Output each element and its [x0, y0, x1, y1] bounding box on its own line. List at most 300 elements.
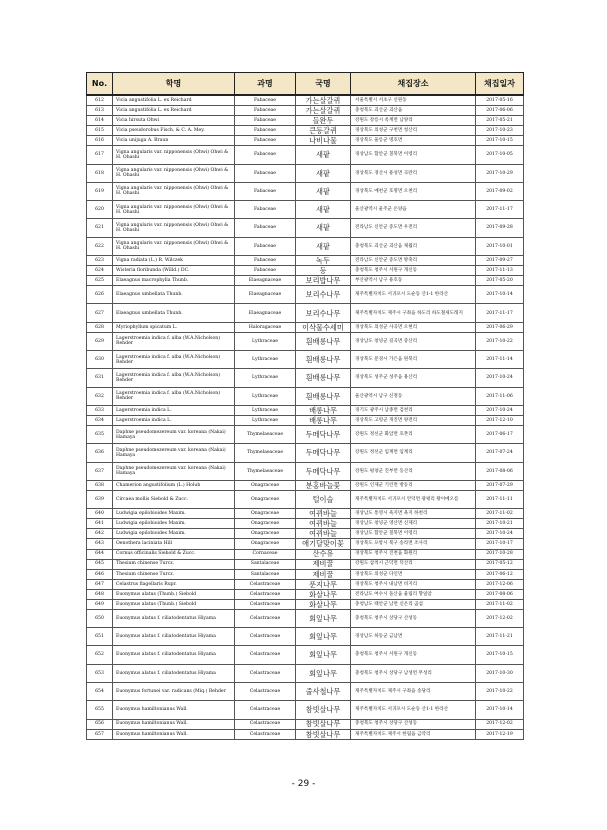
row-number: 641: [87, 519, 113, 529]
row-number: 637: [87, 462, 113, 480]
scientific-name: Vigna angularis var. nipponensis (Ohwi) Ohwi & H. Ohashi: [113, 146, 235, 164]
table-row: [87, 549, 524, 559]
scientific-name: Euonymus alatus f. ciliatodentatus Hiyama: [113, 609, 235, 627]
korean-name: 회잎나무: [296, 609, 351, 627]
family-name: Thymelaeaceae: [235, 444, 296, 462]
scientific-name: Vigna angularis var. nipponensis (Ohwi) Ohwi & H. Ohashi: [113, 219, 235, 237]
row-number: 633: [87, 405, 113, 415]
collection-site: 전라남도 여수시 돌산읍 율림리 향일암: [351, 589, 476, 599]
scientific-name: Lagerstroemia indica f. alba (W.A.Nicholson) Rehder: [113, 351, 235, 369]
korean-name: 회잎나무: [296, 664, 351, 682]
korean-name: 새팥: [296, 219, 351, 237]
family-name: Fabaceae: [235, 219, 296, 237]
collection-site: 경기도 광주시 남종면 검천리: [351, 405, 476, 415]
scientific-name: Oenothera laciniata Hill: [113, 539, 235, 549]
family-name: Elaeagnaceae: [235, 304, 296, 322]
table-row: [87, 126, 524, 136]
family-name: Santalaceae: [235, 569, 296, 579]
table-row: [87, 529, 524, 539]
collection-site: 제주특별자치도 서귀포시 안덕면 광평리 왕이메오름: [351, 491, 476, 509]
table-row: [87, 276, 524, 286]
header-korean-name: 국명: [296, 73, 351, 96]
collection-date: 2017-10-14: [476, 701, 524, 719]
table-row: [87, 729, 524, 739]
collection-date: 2017-10-22: [476, 332, 524, 350]
korean-name: 회잎나무: [296, 646, 351, 664]
collection-date: 2017-06-06: [476, 106, 524, 116]
row-number: 622: [87, 237, 113, 255]
scientific-name: Lagerstroemia indica f. alba (W.A.Nicholson) Rehder: [113, 387, 235, 405]
collection-date: 2017-11-13: [476, 266, 524, 276]
family-name: Onagraceae: [235, 480, 296, 490]
collection-date: 2017-11-17: [476, 304, 524, 322]
row-number: 640: [87, 509, 113, 519]
scientific-name: Vicia pseudorobus Fisch. & C. A. Mey.: [113, 126, 235, 136]
table-row: [87, 559, 524, 569]
korean-name: 흰배롱나무: [296, 332, 351, 350]
collection-site: 강원도 정선군 임계면 임계리: [351, 444, 476, 462]
table-row: [87, 164, 524, 182]
scientific-name: Euonymus hamiltonianus Wall.: [113, 729, 235, 739]
family-name: Lythraceae: [235, 332, 296, 350]
table-row: [87, 116, 524, 126]
row-number: 618: [87, 164, 113, 182]
collection-site: 충청남도 태안군 남면 신온리 곰섬: [351, 599, 476, 609]
family-name: Fabaceae: [235, 182, 296, 200]
korean-name: 가는살갈퀴: [296, 95, 351, 106]
korean-name: 줄사철나무: [296, 682, 351, 700]
collection-date: 2017-05-12: [476, 559, 524, 569]
collection-site: 경상북도 의성군 구천면 청산리: [351, 126, 476, 136]
family-name: Celastraceae: [235, 682, 296, 700]
row-number: 614: [87, 116, 113, 126]
scientific-name: Euonymus alatus (Thunb.) Siebold: [113, 599, 235, 609]
collection-date: 2017-10-24: [476, 529, 524, 539]
collection-date: 2017-10-24: [476, 369, 524, 387]
collection-date: 2017-06-17: [476, 426, 524, 444]
row-number: 632: [87, 387, 113, 405]
family-name: Celastraceae: [235, 664, 296, 682]
row-number: 631: [87, 369, 113, 387]
korean-name: 흰배롱나무: [296, 351, 351, 369]
korean-name: 흰배롱나무: [296, 387, 351, 405]
row-number: 617: [87, 146, 113, 164]
table-row: [87, 182, 524, 200]
collection-site: 제주특별자치도 서귀포시 도순동 산1-1 한라산: [351, 286, 476, 304]
header-no: No.: [87, 73, 113, 96]
row-number: 615: [87, 126, 113, 136]
family-name: Fabaceae: [235, 116, 296, 126]
collection-site: 서울특별시 서초구 신원동: [351, 95, 476, 106]
korean-name: 이삭물수세미: [296, 322, 351, 332]
row-number: 652: [87, 646, 113, 664]
scientific-name: Celastrus flagellaris Rupr.: [113, 579, 235, 589]
korean-name: 큰등갈퀴: [296, 126, 351, 136]
collection-date: 2017-09-27: [476, 256, 524, 266]
scientific-name: Euonymus alatus f. ciliatodentatus Hiyama: [113, 664, 235, 682]
family-name: Onagraceae: [235, 509, 296, 519]
family-name: Cornaceae: [235, 549, 296, 559]
table-row: [87, 569, 524, 579]
collection-site: 충청북도 괴산군 괴산읍: [351, 106, 476, 116]
row-number: 629: [87, 332, 113, 350]
collection-site: 전라남도 신안군 증도면 우전리: [351, 219, 476, 237]
collection-site: 경상남도 함안군 칠북면 이령리: [351, 146, 476, 164]
korean-name: 참빗살나무: [296, 719, 351, 729]
collection-date: 2017-12-02: [476, 719, 524, 729]
row-number: 636: [87, 444, 113, 462]
row-number: 620: [87, 201, 113, 219]
scientific-name: Ludwigia epilobioides Maxim.: [113, 519, 235, 529]
collection-date: 2017-12-06: [476, 579, 524, 589]
collection-date: 2017-05-20: [476, 276, 524, 286]
collection-site: 경상북도 의성군 다인면: [351, 569, 476, 579]
scientific-name: Lagerstroemia indica L.: [113, 416, 235, 426]
collection-site: 전라남도 신안군 증도면 방축리: [351, 256, 476, 266]
collection-site: 경상남도 통영시 욕지면 욕지 하천리: [351, 509, 476, 519]
row-number: 655: [87, 701, 113, 719]
scientific-name: Daphne pseudomezereum var. koreana (Nakai) Hamaya: [113, 426, 235, 444]
collection-date: 2017-10-15: [476, 136, 524, 146]
table-row: [87, 256, 524, 266]
table-header-row: [87, 73, 524, 96]
korean-name: 새팥: [296, 146, 351, 164]
collection-site: 경상북도 성주군 성주읍 용산리: [351, 369, 476, 387]
korean-name: 여뀌바늘: [296, 529, 351, 539]
collection-date: 2017-05-21: [476, 116, 524, 126]
scientific-name: Vigna angularis var. nipponensis (Ohwi) Ohwi & H. Ohashi: [113, 237, 235, 255]
collection-site: 제주특별자치도 서귀포시 도순동 산1-1 한라산: [351, 701, 476, 719]
table-row: [87, 682, 524, 700]
collection-site: 충청북도 괴산군 괴산읍 제월리: [351, 237, 476, 255]
collection-date: 2017-07-24: [476, 444, 524, 462]
scientific-name: Cornus officinalis Siebold & Zucc.: [113, 549, 235, 559]
korean-name: 회잎나무: [296, 628, 351, 646]
korean-name: 보리밥나무: [296, 276, 351, 286]
family-name: Lythraceae: [235, 416, 296, 426]
collection-date: 2017-12-19: [476, 729, 524, 739]
collection-site: 강원도 정선군 화암면 호촌리: [351, 426, 476, 444]
scientific-name: Vicia unijuga A. Braun: [113, 136, 235, 146]
collection-date: 2017-10-22: [476, 682, 524, 700]
family-name: Fabaceae: [235, 146, 296, 164]
table-row: [87, 416, 524, 426]
table-row: [87, 480, 524, 490]
scientific-name: Vigna angularis var. nipponensis (Ohwi) Ohwi & H. Ohashi: [113, 201, 235, 219]
row-number: 623: [87, 256, 113, 266]
korean-name: 두메닥나무: [296, 426, 351, 444]
collection-date: 2017-06-29: [476, 322, 524, 332]
scientific-name: Wisteria floribunda (Willd.) DC.: [113, 266, 235, 276]
korean-name: 등: [296, 266, 351, 276]
collection-site: 강원도 인제군 기린면 방동리: [351, 480, 476, 490]
family-name: Onagraceae: [235, 539, 296, 549]
row-number: 616: [87, 136, 113, 146]
scientific-name: Thesium chinense Turcz.: [113, 559, 235, 569]
collection-date: 2017-09-02: [476, 182, 524, 200]
korean-name: 애기달맞이꽃: [296, 539, 351, 549]
collection-site: 경상북도 청주시 내남면 비지리: [351, 579, 476, 589]
korean-name: 두메닥나무: [296, 444, 351, 462]
row-number: 627: [87, 304, 113, 322]
scientific-name: Ludwigia epilobioides Maxim.: [113, 509, 235, 519]
collection-site: 경상북도 울릉군 명호면: [351, 136, 476, 146]
table-row: [87, 664, 524, 682]
collection-site: 제주특별자치도 제주시 한림읍 금악리: [351, 729, 476, 739]
family-name: Lythraceae: [235, 405, 296, 415]
scientific-name: Elaeagnus macrophylla Thunb.: [113, 276, 235, 286]
row-number: 628: [87, 322, 113, 332]
family-name: Celastraceae: [235, 579, 296, 589]
korean-name: 나비나물: [296, 136, 351, 146]
korean-name: 분홍바늘꽃: [296, 480, 351, 490]
korean-name: 새팥: [296, 182, 351, 200]
scientific-name: Euonymus hamiltonianus Wall.: [113, 701, 235, 719]
korean-name: 새팥: [296, 164, 351, 182]
table-row: [87, 491, 524, 509]
family-name: Thymelaeaceae: [235, 426, 296, 444]
row-number: 624: [87, 266, 113, 276]
table-row: [87, 387, 524, 405]
scientific-name: Vigna angularis var. nipponensis (Ohwi) Ohwi & H. Ohashi: [113, 182, 235, 200]
scientific-name: Ludwigia epilobioides Maxim.: [113, 529, 235, 539]
korean-name: 참빗살나무: [296, 729, 351, 739]
family-name: Celastraceae: [235, 646, 296, 664]
family-name: Lythraceae: [235, 351, 296, 369]
family-name: Fabaceae: [235, 256, 296, 266]
row-number: 613: [87, 106, 113, 116]
collection-site: 충청북도 청주시 서원구 개신동: [351, 646, 476, 664]
scientific-name: Circaea mollis Siebold & Zucc.: [113, 491, 235, 509]
row-number: 621: [87, 219, 113, 237]
scientific-name: Euonymus alatus f. ciliatodentatus Hiyama: [113, 646, 235, 664]
table-row: [87, 519, 524, 529]
collection-date: 2017-07-29: [476, 480, 524, 490]
scientific-name: Euonymus fortunei var. radicans (Miq.) Rehder: [113, 682, 235, 700]
row-number: 642: [87, 529, 113, 539]
row-number: 630: [87, 351, 113, 369]
header-scientific-name: 학명: [113, 73, 235, 96]
family-name: Fabaceae: [235, 136, 296, 146]
scientific-name: Elaeagnus umbellata Thunb.: [113, 304, 235, 322]
family-name: Fabaceae: [235, 126, 296, 136]
collection-site: 경상북도 문경시 가은읍 원북리: [351, 351, 476, 369]
korean-name: 새팥: [296, 201, 351, 219]
collection-date: 2017-11-02: [476, 509, 524, 519]
row-number: 644: [87, 549, 113, 559]
table-row: [87, 95, 524, 106]
table-row: [87, 286, 524, 304]
family-name: Celastraceae: [235, 628, 296, 646]
family-name: Elaeagnaceae: [235, 286, 296, 304]
table-row: [87, 201, 524, 219]
row-number: 646: [87, 569, 113, 579]
korean-name: 보리수나무: [296, 286, 351, 304]
family-name: Onagraceae: [235, 529, 296, 539]
collection-date: 2017-11-02: [476, 599, 524, 609]
table-row: [87, 599, 524, 609]
row-number: 635: [87, 426, 113, 444]
korean-name: 참빗살나무: [296, 701, 351, 719]
family-name: Celastraceae: [235, 609, 296, 627]
header-family: 과명: [235, 73, 296, 96]
scientific-name: Euonymus alatus f. ciliatodentatus Hiyama: [113, 628, 235, 646]
family-name: Onagraceae: [235, 491, 296, 509]
scientific-name: Lagerstroemia indica f. alba (W.A.Nicholson) Rehder: [113, 332, 235, 350]
family-name: Thymelaeaceae: [235, 462, 296, 480]
collection-date: 2017-10-28: [476, 549, 524, 559]
collection-date: 2017-10-29: [476, 164, 524, 182]
korean-name: 제비꿀: [296, 559, 351, 569]
collection-date: 2017-10-21: [476, 519, 524, 529]
family-name: Lythraceae: [235, 387, 296, 405]
table-row: [87, 405, 524, 415]
family-name: Fabaceae: [235, 266, 296, 276]
collection-site: 경상북도 고령군 개진면 양전리: [351, 416, 476, 426]
collection-site: 충청북도 청주시 상당구 산성동: [351, 609, 476, 627]
korean-name: 보리수나무: [296, 304, 351, 322]
collection-site: 경상북도 경산시 용성면 곡란리: [351, 164, 476, 182]
row-number: 645: [87, 559, 113, 569]
collection-date: 2017-09-28: [476, 219, 524, 237]
scientific-name: Daphne pseudomezereum var. koreana (Nakai) Hamaya: [113, 444, 235, 462]
table-row: [87, 579, 524, 589]
collection-site: 경상남도 함안군 칠북면 이령리: [351, 529, 476, 539]
collection-site: 충청북도 청주시 서원구 개신동: [351, 266, 476, 276]
collection-site: 제주특별자치도 제주시 구좌읍 하도리 하도철새도래지: [351, 304, 476, 322]
table-row: [87, 444, 524, 462]
scientific-name: Euonymus alatus (Thunb.) Siebold: [113, 589, 235, 599]
row-number: 619: [87, 182, 113, 200]
korean-name: 흰배롱나무: [296, 369, 351, 387]
korean-name: 제비꿀: [296, 569, 351, 579]
table-row: [87, 304, 524, 322]
family-name: Celastraceae: [235, 729, 296, 739]
row-number: 648: [87, 589, 113, 599]
table-row: [87, 646, 524, 664]
collection-site: 경상북도 포항시 북구 송라면 조사리: [351, 539, 476, 549]
scientific-name: Daphne pseudomezereum var. koreana (Nakai) Hamaya: [113, 462, 235, 480]
collection-date: 2017-05-16: [476, 95, 524, 106]
scientific-name: Vigna angularis var. nipponensis (Ohwi) Ohwi & H. Ohashi: [113, 164, 235, 182]
collection-site: 경상남도 창녕군 길곡면 증산리: [351, 332, 476, 350]
korean-name: 화살나무: [296, 599, 351, 609]
family-name: Lythraceae: [235, 369, 296, 387]
table-row: [87, 701, 524, 719]
table-row: [87, 322, 524, 332]
family-name: Fabaceae: [235, 106, 296, 116]
korean-name: 가는살갈퀴: [296, 106, 351, 116]
row-number: 643: [87, 539, 113, 549]
table-row: [87, 426, 524, 444]
collection-date: 2017-11-17: [476, 201, 524, 219]
family-name: Santalaceae: [235, 559, 296, 569]
scientific-name: Vicia angustifolia L. ex Reichard: [113, 95, 235, 106]
table-row: [87, 146, 524, 164]
family-name: Celastraceae: [235, 589, 296, 599]
collection-date: 2017-10-23: [476, 126, 524, 136]
row-number: 650: [87, 609, 113, 627]
table-row: [87, 539, 524, 549]
family-name: Celastraceae: [235, 719, 296, 729]
row-number: 654: [87, 682, 113, 700]
table-row: [87, 136, 524, 146]
row-number: 626: [87, 286, 113, 304]
collection-date: 2017-06-12: [476, 569, 524, 579]
korean-name: 화살나무: [296, 589, 351, 599]
scientific-name: Vicia hirsuta Ohwi: [113, 116, 235, 126]
collection-site: 울산광역시 울주군 온양읍: [351, 201, 476, 219]
row-number: 657: [87, 729, 113, 739]
family-name: Celastraceae: [235, 599, 296, 609]
korean-name: 두메닥나무: [296, 462, 351, 480]
collection-date: 2017-10-24: [476, 405, 524, 415]
header-collection-site: 채집장소: [351, 73, 476, 96]
family-name: Fabaceae: [235, 201, 296, 219]
scientific-name: Elaeagnus umbellata Thunb.: [113, 286, 235, 304]
table-row: [87, 106, 524, 116]
collection-site: 충청북도 청주시 상당구 산성동: [351, 719, 476, 729]
row-number: 612: [87, 95, 113, 106]
collection-date: 2017-10-14: [476, 286, 524, 304]
collection-site: 강원도 강릉시 옥계면 남양리: [351, 116, 476, 126]
collection-date: 2017-10-01: [476, 237, 524, 255]
family-name: Elaeagnaceae: [235, 276, 296, 286]
scientific-name: Euonymus hamiltonianus Wall.: [113, 719, 235, 729]
collection-date: 2017-08-06: [476, 589, 524, 599]
table-row: [87, 609, 524, 627]
table-row: [87, 219, 524, 237]
family-name: Fabaceae: [235, 164, 296, 182]
row-number: 625: [87, 276, 113, 286]
collection-site: 경상북도 예천군 호명면 오천리: [351, 182, 476, 200]
scientific-name: Vicia angustifolia L. ex Reichard: [113, 106, 235, 116]
collection-site: 경상북도 청주시 진천읍 화원리: [351, 549, 476, 559]
row-number: 634: [87, 416, 113, 426]
scientific-name: Myriophyllum spicatum L.: [113, 322, 235, 332]
collection-site: 경상남도 창녕군 영산면 신제리: [351, 519, 476, 529]
collection-site: 경상북도 의성군 사곡면 오현리: [351, 322, 476, 332]
collection-date: 2017-12-02: [476, 609, 524, 627]
korean-name: 배롱나무: [296, 405, 351, 415]
collection-date: 2017-10-30: [476, 664, 524, 682]
korean-name: 들완두: [296, 116, 351, 126]
scientific-name: Lagerstroemia indica L.: [113, 405, 235, 415]
collection-date: 2017-10-05: [476, 146, 524, 164]
family-name: Fabaceae: [235, 237, 296, 255]
scientific-name: Thesium chinense Turcz.: [113, 569, 235, 579]
korean-name: 여뀌바늘: [296, 519, 351, 529]
korean-name: 산수유: [296, 549, 351, 559]
row-number: 647: [87, 579, 113, 589]
collection-site: 강원도 평창군 진부면 동산리: [351, 462, 476, 480]
specimen-table: [86, 72, 524, 740]
scientific-name: Vigna radiata (L.) R. Wilczek: [113, 256, 235, 266]
row-number: 653: [87, 664, 113, 682]
page-number: - 29 -: [291, 779, 316, 789]
collection-date: 2017-12-10: [476, 416, 524, 426]
collection-date: 2017-11-14: [476, 351, 524, 369]
collection-date: 2017-10-17: [476, 539, 524, 549]
collection-site: 강원도 삼척시 근덕면 덕산리: [351, 559, 476, 569]
family-name: Haloragaceae: [235, 322, 296, 332]
collection-date: 2017-11-06: [476, 387, 524, 405]
family-name: Fabaceae: [235, 95, 296, 106]
table-body: [87, 95, 524, 739]
row-number: 639: [87, 491, 113, 509]
table-row: [87, 351, 524, 369]
table-row: [87, 369, 524, 387]
